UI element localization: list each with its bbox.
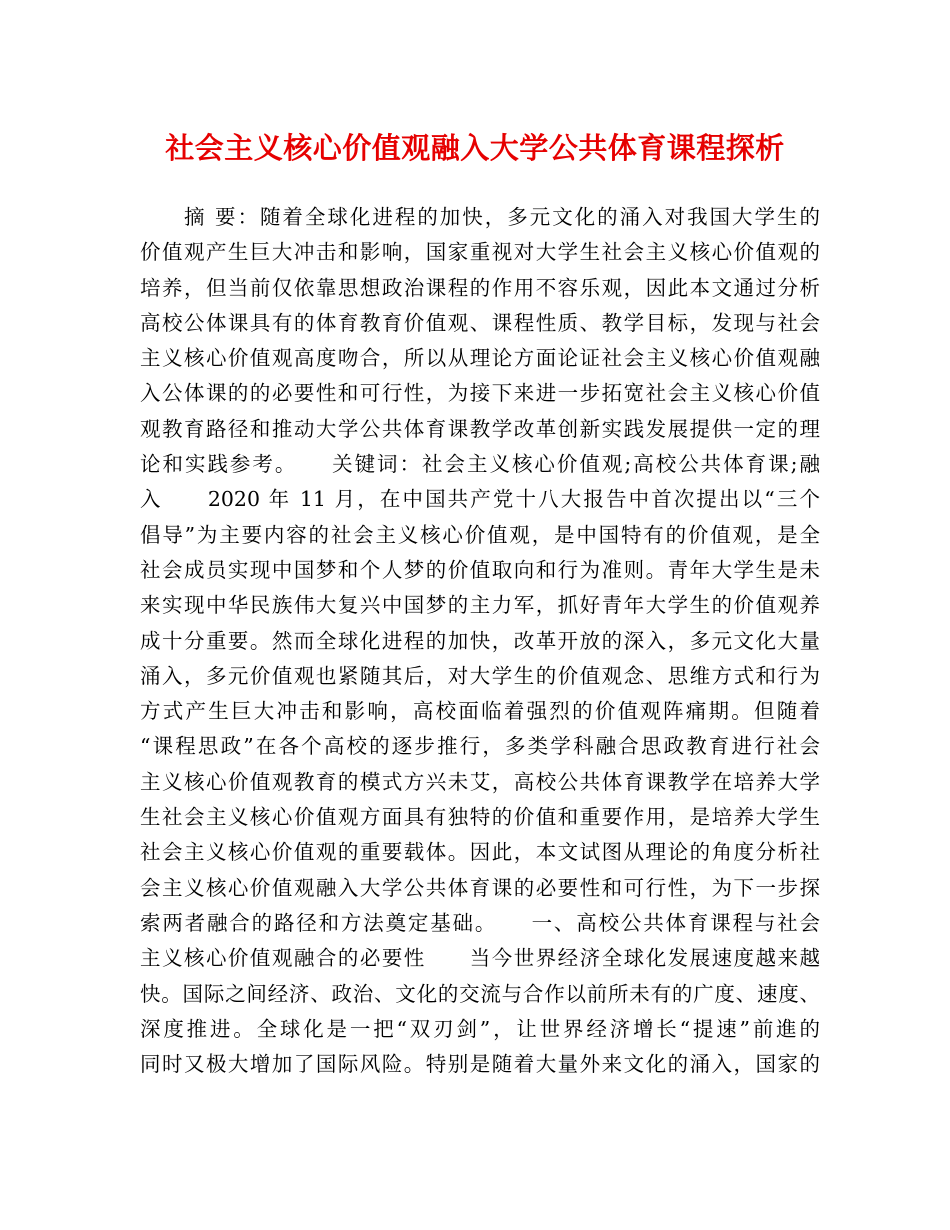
body-line: 索两者融合的路径和方法奠定基础。 一、高校公共体育课程与社会 (140, 910, 820, 935)
body-line: 倡导”为主要内容的社会主义核心价值观，是中国特有的价值观，是全 (140, 522, 820, 547)
body-line: 主义核心价值观高度吻合，所以从理论方面论证社会主义核心价值观融 (140, 346, 820, 371)
body-line: 快。国际之间经济、政治、文化的交流与合作以前所未有的广度、速度、 (140, 981, 820, 1006)
body-line: 入 2020 年 11 月，在中国共产党十八大报告中首次提出以“三个 (140, 487, 820, 512)
body-line: 社会成员实现中国梦和个人梦的价值取向和行为准则。青年大学生是未 (140, 557, 820, 582)
body-line: 主义核心价值观教育的模式方兴未艾，高校公共体育课教学在培养大学 (140, 769, 820, 794)
body-line: 社会主义核心价值观的重要载体。因此，本文试图从理论的角度分析社 (140, 840, 820, 865)
body-line: 深度推进。全球化是一把“双刃剑”，让世界经济增长“提速”前進的 (140, 1016, 820, 1041)
body-line: 成十分重要。然而全球化进程的加快，改革开放的深入，多元文化大量 (140, 628, 820, 653)
body-line: 涌入，多元价值观也紧随其后，对大学生的价值观念、思维方式和行为 (140, 663, 820, 688)
document-body (140, 200, 820, 1082)
body-line: 会主义核心价值观融入大学公共体育课的必要性和可行性，为下一步探 (140, 875, 820, 900)
body-line: 高校公体课具有的体育教育价值观、课程性质、教学目标，发现与社会 (140, 310, 820, 335)
document-title: 社会主义核心价值观融入大学公共体育课程探析 (165, 131, 785, 165)
body-line: 培养，但当前仅依靠思想政治课程的作用不容乐观，因此本文通过分析 (140, 275, 820, 300)
body-line: 主义核心价值观融合的必要性 当今世界经济全球化发展速度越来越 (140, 946, 820, 971)
body-line: 摘 要：随着全球化进程的加快，多元文化的涌入对我国大学生的 (184, 205, 820, 229)
body-line: 生社会主义核心价值观方面具有独特的价值和重要作用，是培养大学生 (140, 805, 820, 830)
body-line: “课程思政”在各个高校的逐步推行，多类学科融合思政教育进行社会 (140, 734, 820, 759)
body-line: 入公体课的的必要性和可行性，为接下来进一步拓宽社会主义核心价值 (140, 381, 820, 406)
body-line: 方式产生巨大冲击和影响，高校面临着强烈的价值观阵痛期。但随着 (140, 699, 820, 724)
body-line: 价值观产生巨大冲击和影响，国家重视对大学生社会主义核心价值观的 (140, 240, 820, 265)
body-line: 观教育路径和推动大学公共体育课教学改革创新实践发展提供一定的理 (140, 416, 820, 441)
body-line: 同时又极大增加了国际风险。特别是随着大量外来文化的涌入，国家的 (140, 1052, 820, 1077)
body-line: 来实现中华民族伟大复兴中国梦的主力军，抓好青年大学生的价值观养 (140, 593, 820, 618)
body-line: 论和实践参考。 关键词：社会主义核心价值观;高校公共体育课;融 (140, 452, 820, 477)
